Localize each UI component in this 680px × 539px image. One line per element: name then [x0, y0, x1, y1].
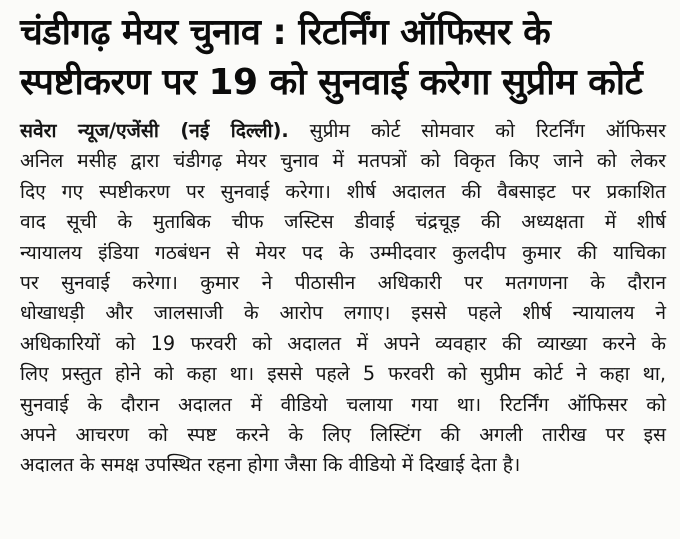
body-line: लिए प्रस्तुत होने को कहा था। इससे पहले 5 फरवरी को सुप्रीम कोर्ट ने कहा था, [20, 362, 666, 386]
body-line: अदालत के समक्ष उपस्थित रहना होगा जैसा कि वीडियो में दिखाई देता है। [20, 453, 521, 477]
body-line: पर सुनवाई करेगा। कुमार ने पीठासीन अधिकारी पर मतगणना के दौरान [20, 271, 666, 295]
dateline: सवेरा न्यूज/एजेंसी (नई दिल्ली). [20, 119, 289, 142]
headline-line: चंडीगढ़ मेयर चुनाव : रिटर्निंग ऑफिसर के [20, 12, 551, 53]
body-line: वाद सूची के मुताबिक चीफ जस्टिस डीवाई चंद्रचूड़ की अध्यक्षता में शीर्ष [20, 210, 666, 234]
body-line-text: सुप्रीम कोर्ट सोमवार को रिटर्निंग ऑफिसर [309, 119, 666, 142]
body-line: अधिकारियों को 19 फरवरी को अदालत में अपने व्यवहार की व्याख्या करने के [20, 331, 666, 355]
headline-line: स्पष्टीकरण पर 19 को सुनवाई करेगा सुप्रीम कोर्ट [20, 62, 643, 103]
body-line [20, 116, 666, 146]
body-line: धोखाधड़ी और जालसाजी के आरोप लगाए। इससे पहले शीर्ष न्यायालय ने [20, 301, 666, 325]
body-line: अपने आचरण को स्पष्ट करने के लिए लिस्टिंग की अगली तारीख पर इस [20, 423, 666, 447]
article-body [20, 116, 666, 481]
body-line: दिए गए स्पष्टीकरण पर सुनवाई करेगा। शीर्ष अदालत की वैबसाइट पर प्रकाशित [20, 179, 666, 203]
body-line: सुनवाई के दौरान अदालत में वीडियो चलाया गया था। रिटर्निंग ऑफिसर को [20, 392, 666, 416]
body-line: अनिल मसीह द्वारा चंडीगढ़ मेयर चुनाव में मतपत्रों को विकृत किए जाने को लेकर [20, 149, 666, 173]
headline [20, 8, 666, 108]
body-line: न्यायालय इंडिया गठबंधन से मेयर पद के उम्मीदवार कुलदीप कुमार की याचिका [20, 240, 666, 264]
